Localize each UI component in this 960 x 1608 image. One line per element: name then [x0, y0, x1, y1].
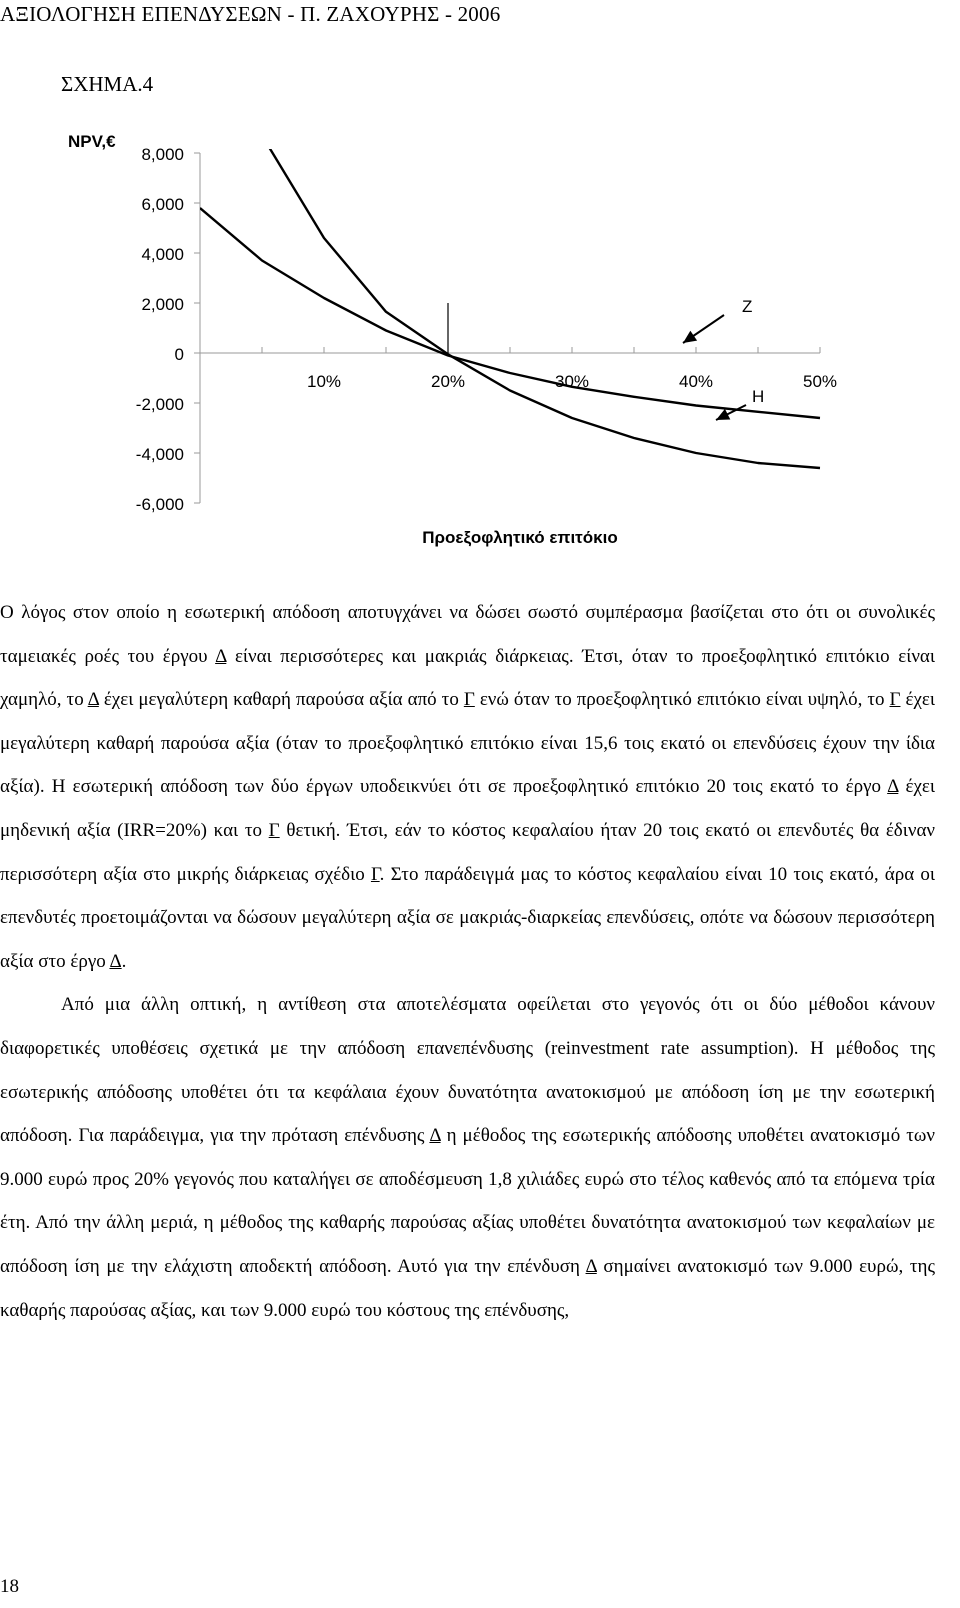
- x-tick-label: 30%: [554, 372, 590, 391]
- x-axis-title: Προεξοφλητικό επιτόκιο: [422, 528, 618, 547]
- y-tick-label: 8,000: [141, 145, 184, 164]
- underlined-term: Δ: [887, 776, 899, 798]
- x-axis: [200, 347, 837, 547]
- y-axis: [68, 132, 200, 514]
- arrow-z: [683, 315, 724, 343]
- underlined-term: Δ: [109, 950, 122, 972]
- underlined-term: Δ: [585, 1255, 597, 1277]
- page-number: 18: [0, 1576, 19, 1597]
- text-run: ενώ όταν το προεξοφλητικό επιτόκιο είναι υψηλό, το: [474, 689, 890, 711]
- underlined-term: Γ: [463, 689, 475, 711]
- annotation-z: Z: [742, 297, 753, 316]
- text-run: Ο λόγος στον οποίο η εσωτερική απόδοση αποτυγχάνει να δώσει σωστό συμπέρασμα βασίζεται στο ότι οι συνολικές ταμειακές ροές του έργου: [0, 602, 935, 667]
- figure-title: ΣΧΗΜΑ.4: [61, 72, 154, 96]
- body-text: [0, 591, 935, 1332]
- underlined-term: Δ: [429, 1125, 441, 1147]
- text-run: . Στο παράδειγμά μας το κόστος κεφαλαίου είναι 10 τοις εκατό, άρα οι επενδυτές προετοιμάζονται να δώσουν μεγαλύτερη αξία σε μακριάς-διαρκείας επενδύσεις, οπότε να δώσουν περισσότερη αξία στο έργο: [0, 863, 935, 972]
- text-run: σημαίνει ανατοκισμό των 9.000 ευρώ, της καθαρής παρούσας αξίας, και των 9.000 ευρώ του κόστους της επένδυσης,: [0, 1255, 935, 1321]
- text-run: Από μια άλλη οπτική, η αντίθεση στα αποτελέσματα οφείλεται στο γεγονός ότι οι δύο μέθοδοι κάνουν διαφορετικές υποθέσεις σχετικά με την απόδοση επανεπένδυσης (reinvestment rate assumption). Η μέθοδος της εσωτερικής απόδοσης υποθέτει ότι τα κεφάλαια έχουν δυνατότητα ανατοκισμού με απόδοση ίση με την εσωτερική απόδοση. Για παράδειγμα, για την πρόταση επένδυσης: [0, 994, 935, 1147]
- npv-chart: [0, 115, 960, 575]
- y-tick-label: 4,000: [141, 245, 184, 264]
- y-axis-title: NPV,€: [68, 132, 116, 151]
- underlined-term: Γ: [268, 819, 280, 841]
- underlined-term: Δ: [87, 689, 99, 711]
- y-tick-label: -2,000: [135, 395, 184, 414]
- text-run: έχει μεγαλύτερη καθαρή παρούσα αξία από το: [98, 689, 464, 711]
- annotation-h: H: [752, 387, 765, 406]
- underlined-term: Γ: [370, 863, 380, 885]
- text-run: η μέθοδος της εσωτερικής απόδοσης υποθέτει ανατοκισμό των 9.000 ευρώ προς 20% γεγονός που καταλήγει σε αποδέσμευση 1,8 χιλιάδες ευρώ στο τέλος καθενός από τα επόμενα τρία έτη. Από την άλλη μεριά, η μέθοδος της καθαρής παρούσας αξίας υποθέτει δυνατότητα ανατοκισμού των κεφαλαίων με απόδοση ίση με την ελάχιστη αποδεκτή απόδοση. Αυτό για την επένδυση: [0, 1125, 935, 1277]
- text-run: έχει μηδενική αξία (IRR=20%) και το: [0, 776, 935, 841]
- paragraph: [0, 591, 935, 983]
- underlined-term: Δ: [215, 645, 227, 667]
- text-run: .: [121, 950, 127, 972]
- y-tick-label: 0: [174, 345, 184, 364]
- underlined-term: Γ: [889, 689, 901, 711]
- x-tick-label: 50%: [802, 372, 838, 391]
- annotations: [448, 297, 764, 420]
- x-tick-label: 40%: [678, 372, 714, 391]
- text-run: είναι περισσότερες και μακριάς διάρκειας. Έτσι, όταν το προεξοφλητικό επιτόκιο είναι χαμηλό, το: [0, 645, 935, 711]
- text-run: έχει μεγαλύτερη καθαρή παρούσα αξία (όταν το προεξοφλητικό επιτόκιο είναι 15,6 τοις εκατό οι επενδύσεις έχουν την ίδια αξία). Η εσωτερική απόδοση των δύο έργων υποδεικνύει ότι σε προεξοφλητικό επιτόκιο 20 τοις εκατό το έργο: [0, 689, 935, 798]
- text-run: θετική. Έτσι, εάν το κόστος κεφαλαίου ήταν 20 τοις εκατό οι επενδυτές θα έδιναν περισσότερη αξία στο μικρής διάρκειας σχέδιο: [0, 819, 935, 885]
- running-header: ΑΞΙΟΛΟΓΗΣΗ ΕΠΕΝΔΥΣΕΩΝ - Π. ΖΑΧΟΥΡΗΣ - 2006: [0, 2, 501, 26]
- y-tick-label: 6,000: [141, 195, 184, 214]
- series-line-z: [200, 208, 820, 418]
- y-tick-label: -6,000: [135, 495, 184, 514]
- x-tick-label: 10%: [306, 372, 342, 391]
- paragraph: [0, 983, 935, 1332]
- y-tick-label: -4,000: [135, 445, 184, 464]
- y-tick-label: 2,000: [141, 295, 184, 314]
- x-tick-label: 20%: [430, 372, 466, 391]
